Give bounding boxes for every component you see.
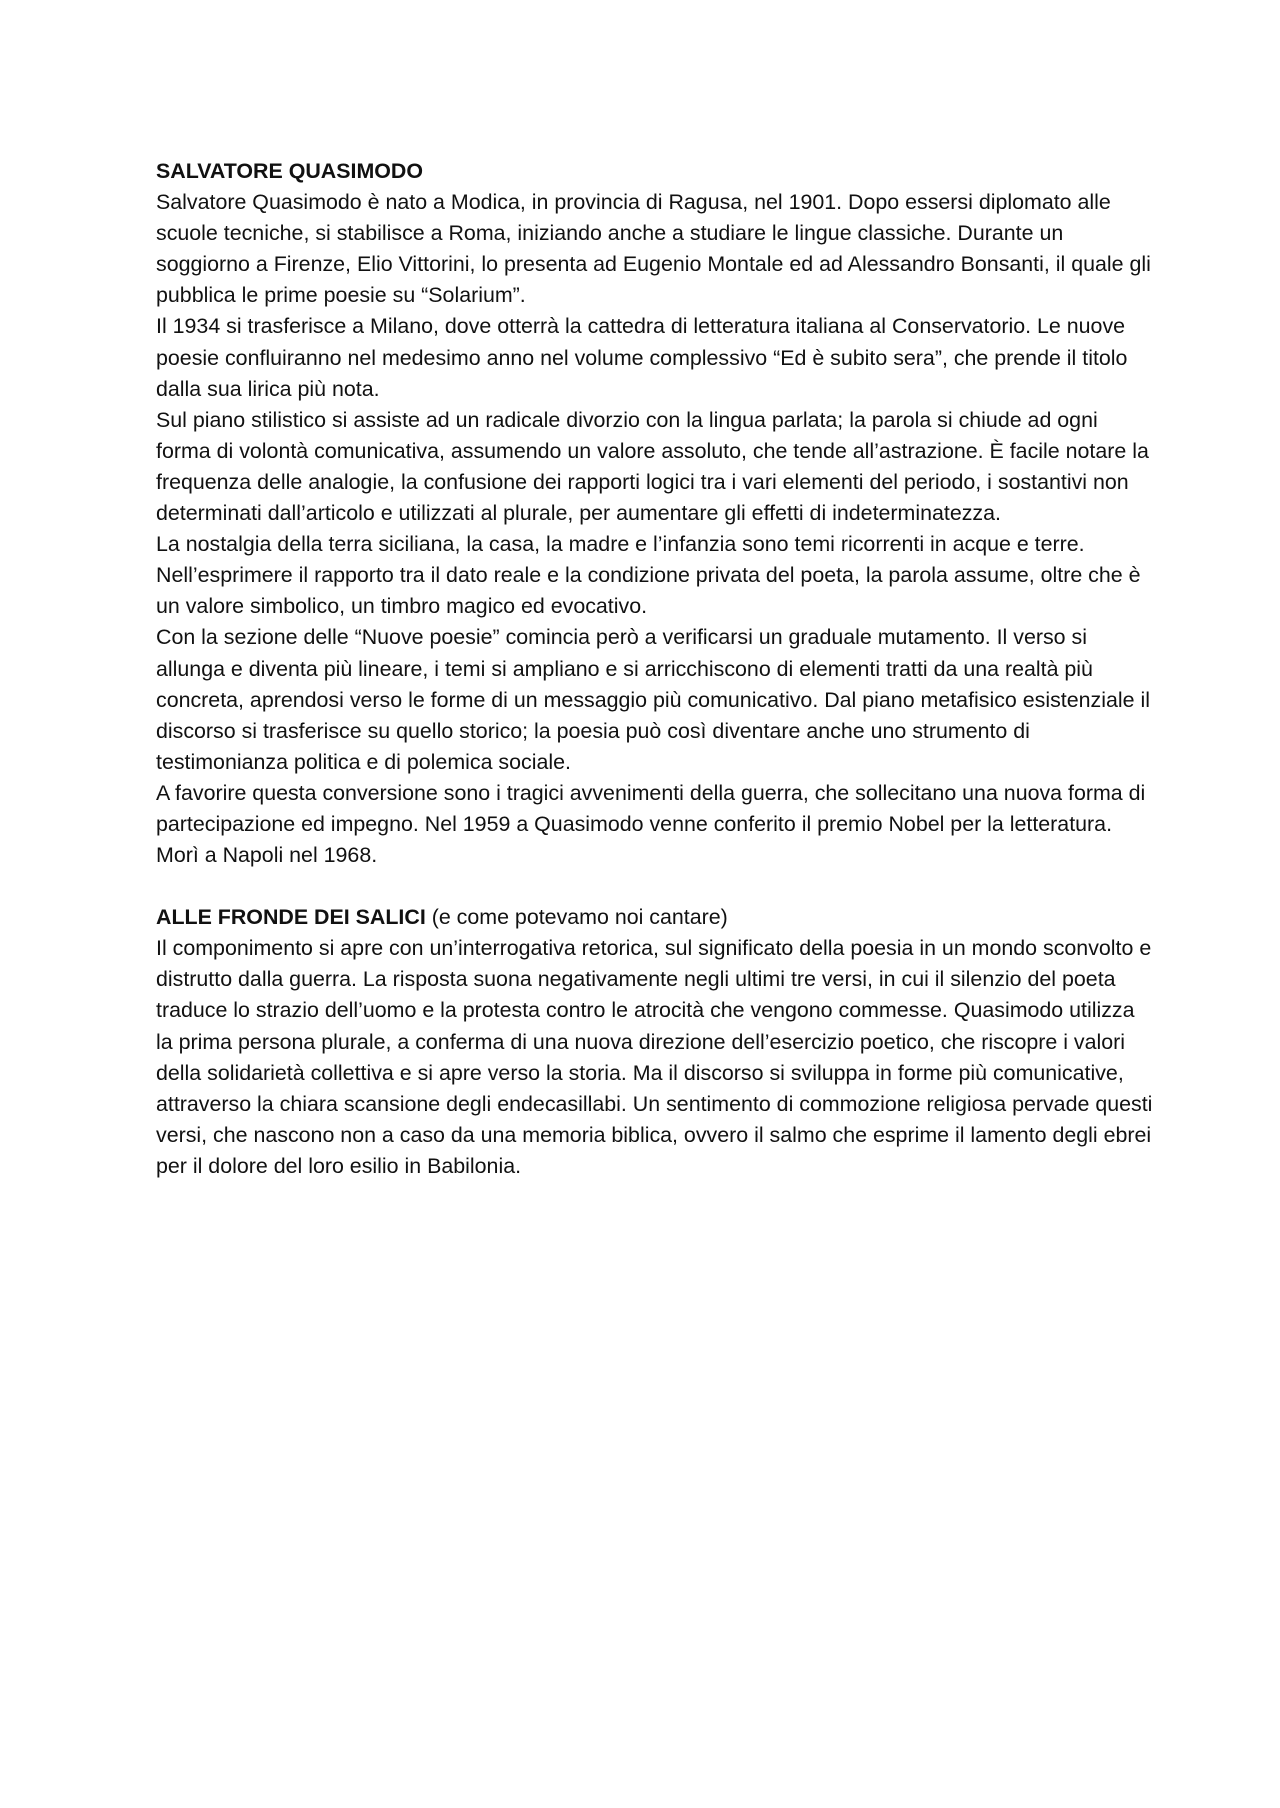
- poem-paragraph-1: Il componimento si apre con un’interrogativa retorica, sul significato della poesia in un mondo sconvolto e distrutto dalla guerra. La risposta suona negativamente negli ultimi tre versi, in cui il silenzio del poeta traduce lo strazio dell’uomo e la protesta contro le atrocità che vengono commesse. Quasimodo utilizza la prima persona plurale, a conferma di una nuova direzione dell’esercizio poetico, che riscopre i valori della solidarietà collettiva e si apre verso la storia. Ma il discorso si sviluppa in forme più comunicative, attraverso la chiara scansione degli endecasillabi. Un sentimento di commozione religiosa pervade questi versi, che nascono non a caso da una memoria biblica, ovvero il salmo che esprime il lamento degli ebrei per il dolore del loro esilio in Babilonia.: [156, 936, 1153, 1178]
- bio-paragraph-2: Il 1934 si trasferisce a Milano, dove otterrà la cattedra di letteratura italiana al Conservatorio. Le nuove poesie confluiranno nel medesimo anno nel volume complessivo “Ed è subito sera”, che prende il titolo dalla sua lirica più nota.: [156, 314, 1128, 401]
- bio-paragraph-4: La nostalgia della terra siciliana, la casa, la madre e l’infanzia sono temi ricorrenti in acque e terre. Nell’esprimere il rapporto tra il dato reale e la condizione privata del poeta, la parola assume, oltre che è un valore simbolico, un timbro magico ed evocativo.: [156, 532, 1141, 619]
- section-subtitle-poem: (e come potevamo noi cantare): [431, 905, 728, 930]
- bio-paragraph-1: Salvatore Quasimodo è nato a Modica, in provincia di Ragusa, nel 1901. Dopo essersi diplomato alle scuole tecniche, si stabilisce a Roma, iniziando anche a studiare le lingue classiche. Durante un soggiorno a Firenze, Elio Vittorini, lo presenta ad Eugenio Montale ed ad Alessandro Bonsanti, il quale gli pubblica le prime poesie su “Solarium”.: [156, 190, 1151, 308]
- section-title-quasimodo: SALVATORE QUASIMODO: [156, 159, 423, 183]
- bio-paragraph-5: Con la sezione delle “Nuove poesie” comincia però a verificarsi un graduale mutamento. Il verso si allunga e diventa più lineare, i temi si ampliano e si arricchiscono di elementi tratti da una realtà più concreta, aprendosi verso le forme di un messaggio più comunicativo. Dal piano metafisico esistenziale il discorso si trasferisce su quello storico; la poesia può così diventare anche uno strumento di testimonianza politica e di polemica sociale.: [156, 625, 1150, 774]
- section-spacer: [156, 871, 1156, 902]
- poem-heading: [156, 902, 1156, 933]
- bio-paragraph-6: A favorire questa conversione sono i tragici avvenimenti della guerra, che sollecitano una nuova forma di partecipazione ed impegno. Nel 1959 a Quasimodo venne conferito il premio Nobel per la letteratura. Morì a Napoli nel 1968.: [156, 780, 1146, 868]
- document-page: [156, 156, 1156, 1182]
- section-title-poem: ALLE FRONDE DEI SALICI: [156, 905, 426, 930]
- bio-paragraph-3: Sul piano stilistico si assiste ad un radicale divorzio con la lingua parlata; la parola si chiude ad ogni forma di volontà comunicativa, assumendo un valore assoluto, che tende all’astrazione. È facile notare la frequenza delle analogie, la confusione dei rapporti logici tra i vari elementi del periodo, i sostantivi non determinati dall’articolo e utilizzati al plurale, per aumentare gli effetti di indeterminatezza.: [156, 407, 1149, 526]
